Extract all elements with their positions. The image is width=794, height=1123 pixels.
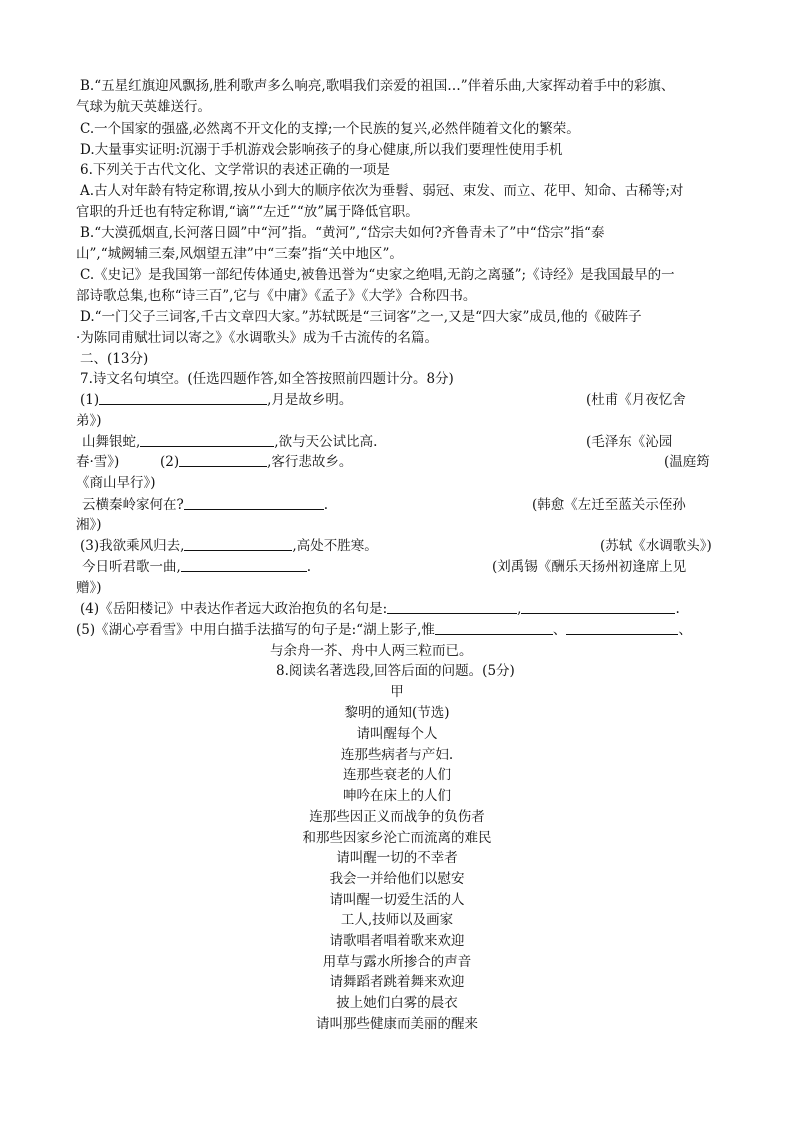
q6-option-d-line2: ·为陈同甫赋壮词以寄之》《水调歌头》成为千古流传的名篇。 <box>76 330 439 346</box>
part-label: 甲 <box>390 684 404 700</box>
q7-3a-text1: (3)我欲乘风归去, <box>80 538 185 554</box>
q7-3b <box>82 558 311 576</box>
option-b-line1: B.“五星红旗迎风飘扬,胜利歌声多么响亮,歌唱我们亲爱的祖国…”伴着乐曲,大家挥动着手中的彩旗、 <box>80 78 675 94</box>
question-7-stem: 7.诗文名句填空。(任选四题作答,如全答按照前四题计分。8分) <box>80 371 454 387</box>
q7-1b-text1: 山舞银蛇, <box>82 434 141 450</box>
answer-blank[interactable] <box>99 392 267 405</box>
q7-4-sep: , <box>517 601 522 617</box>
q6-option-a-line2: 官职的升迁也有特定称谓,“谪”“左迁”“放”属于降低官职。 <box>76 204 419 220</box>
q7-1b <box>82 433 377 451</box>
q7-2a-source-cont: 《商山早行》) <box>76 475 156 491</box>
answer-blank[interactable] <box>435 622 553 635</box>
q7-5-end: 、 <box>678 622 692 638</box>
poem-line: 呻吟在床上的人们 <box>343 788 451 805</box>
q7-4-end: . <box>675 601 680 617</box>
poem-line: 请歌唱者唱着歌来欢迎 <box>329 933 465 949</box>
answer-blank[interactable] <box>184 538 292 551</box>
poem-line: 披上她们白雾的晨衣 <box>336 995 458 1012</box>
question-6-stem: 6.下列关于古代文化、文学常识的表述正确的一项是 <box>80 162 390 178</box>
q7-1b-source: (毛泽东《沁园 <box>586 434 673 450</box>
poem-line: 连那些衰老的人们 <box>343 767 451 784</box>
poem-line: 请舞蹈者跳着舞来欢迎 <box>329 974 465 991</box>
poem-line: 请叫醒一切的不幸者 <box>336 850 458 867</box>
poem-line: 用草与露水所掺合的声音 <box>322 953 472 970</box>
q7-3b-source: (刘禹锡《酬乐天扬州初逢席上见 <box>492 559 687 575</box>
poem-line: 请叫那些健康而美丽的醒来 <box>316 1015 478 1032</box>
poem-line: 工人,技师以及画家 <box>340 912 454 929</box>
option-c: C.一个国家的强盛,必然离不开文化的支撑;一个民族的复兴,必然伴随着文化的繁荣。 <box>80 121 580 137</box>
q7-2b-text2: . <box>323 497 329 513</box>
q6-option-c-line1: C.《史记》是我国第一部纪传体通史,被鲁迅誉为“史家之绝唱,无韵之离骚”;《诗经》是我国最早的一 <box>80 267 675 283</box>
q6-option-a-line1: A.古人对年龄有特定称谓,按从小到大的顺序依次为垂髫、弱冠、束发、而立、花甲、知命、古稀等;对 <box>80 183 684 199</box>
q7-1b-text2: ,欲与天公试比高. <box>274 434 378 450</box>
option-b-line2: 气球为航天英雄送行。 <box>76 99 211 115</box>
q7-2b-source: (韩愈《左迁至蓝关示侄孙 <box>532 497 686 513</box>
answer-blank[interactable] <box>387 601 517 614</box>
poem-line: 请叫醒一切爱生活的人 <box>329 891 465 908</box>
poem-line: 请叫醒每个人 <box>356 726 438 742</box>
q7-4 <box>80 600 680 618</box>
q7-2a-source: (温庭筠 <box>664 454 710 470</box>
q7-2a-text: ,客行悲故乡。 <box>267 454 353 470</box>
q7-5 <box>76 621 692 639</box>
q7-5-line2: 与余舟一芥、舟中人两三粒而已。 <box>270 643 473 659</box>
option-d: D.大量事实证明:沉溺于手机游戏会影响孩子的身心健康,所以我们要理性使用手机 <box>80 142 563 158</box>
answer-blank[interactable] <box>566 622 678 635</box>
q6-option-b-line1: B.“大漠孤烟直,长河落日圆”中“河”指。“黄河”,“岱宗夫如何?齐鲁青未了”中“岱宗”指“泰 <box>80 225 605 241</box>
answer-blank[interactable] <box>184 497 324 510</box>
q7-2a <box>160 453 352 471</box>
q7-5-sep: 、 <box>552 622 567 638</box>
q7-5-text: (5)《湖心亭看雪》中用白描手法描写的句子是:“湖上影子,惟 <box>76 622 435 638</box>
q7-4-text: (4)《岳阳楼记》中表达作者远大政治抱负的名句是: <box>80 601 388 617</box>
q6-option-d-line1: D.“一门父子三词客,千古文章四大家。”苏轼既是“三词客”之一,又是“四大家”成员,他的《破阵子 <box>80 309 642 325</box>
poem-line: 连那些病者与产妇. <box>340 746 454 763</box>
poem-line: 我会一并给他们以慰安 <box>329 870 465 887</box>
poem-title: 黎明的通知(节选) <box>344 705 450 721</box>
answer-blank[interactable] <box>521 601 675 614</box>
q7-3a-text2: ,高处不胜寒。 <box>292 538 378 554</box>
q7-2-label: (2) <box>160 454 180 470</box>
q7-3a <box>80 537 378 555</box>
q7-1b-source-cont: 春·雪》) <box>76 454 120 470</box>
section-2-heading: 二、(13分) <box>80 351 149 367</box>
question-8-stem: 8.阅读名著选段,回答后面的问题。(5分) <box>276 663 515 679</box>
poem-line: 和那些因家乡沦亡而流离的难民 <box>302 829 492 846</box>
q7-3b-source-cont: 赠》) <box>76 580 102 596</box>
answer-blank[interactable] <box>181 559 307 572</box>
q7-2b-source-cont: 湘》) <box>76 517 102 533</box>
q7-1a-text: ,月是故乡明。 <box>267 392 353 408</box>
q7-1-label: (1) <box>80 392 100 408</box>
q7-2b-text1: 云横秦岭家何在? <box>82 497 184 513</box>
q7-3a-source: (苏轼《水调歌头》) <box>600 538 712 554</box>
q7-1a-source-cont: 弟》) <box>76 413 102 429</box>
q7-3b-text1: 今日听君歌一曲, <box>82 559 181 575</box>
q7-1a-source: (杜甫《月夜忆舍 <box>586 392 686 408</box>
q7-1a <box>80 391 352 409</box>
answer-blank[interactable] <box>140 434 274 447</box>
answer-blank[interactable] <box>179 454 267 467</box>
q7-3b-text2: . <box>306 559 312 575</box>
q6-option-b-line2: 山”,“城阙辅三秦,风烟望五津”中“三秦”指“关中地区”。 <box>76 246 403 262</box>
poem-line: 连那些因正义而战争的负伤者 <box>309 808 485 825</box>
q7-2b <box>82 496 328 514</box>
q6-option-c-line2: 部诗歌总集,也称“诗三百”,它与《中庸》《孟子》《大学》合称四书。 <box>76 288 477 304</box>
